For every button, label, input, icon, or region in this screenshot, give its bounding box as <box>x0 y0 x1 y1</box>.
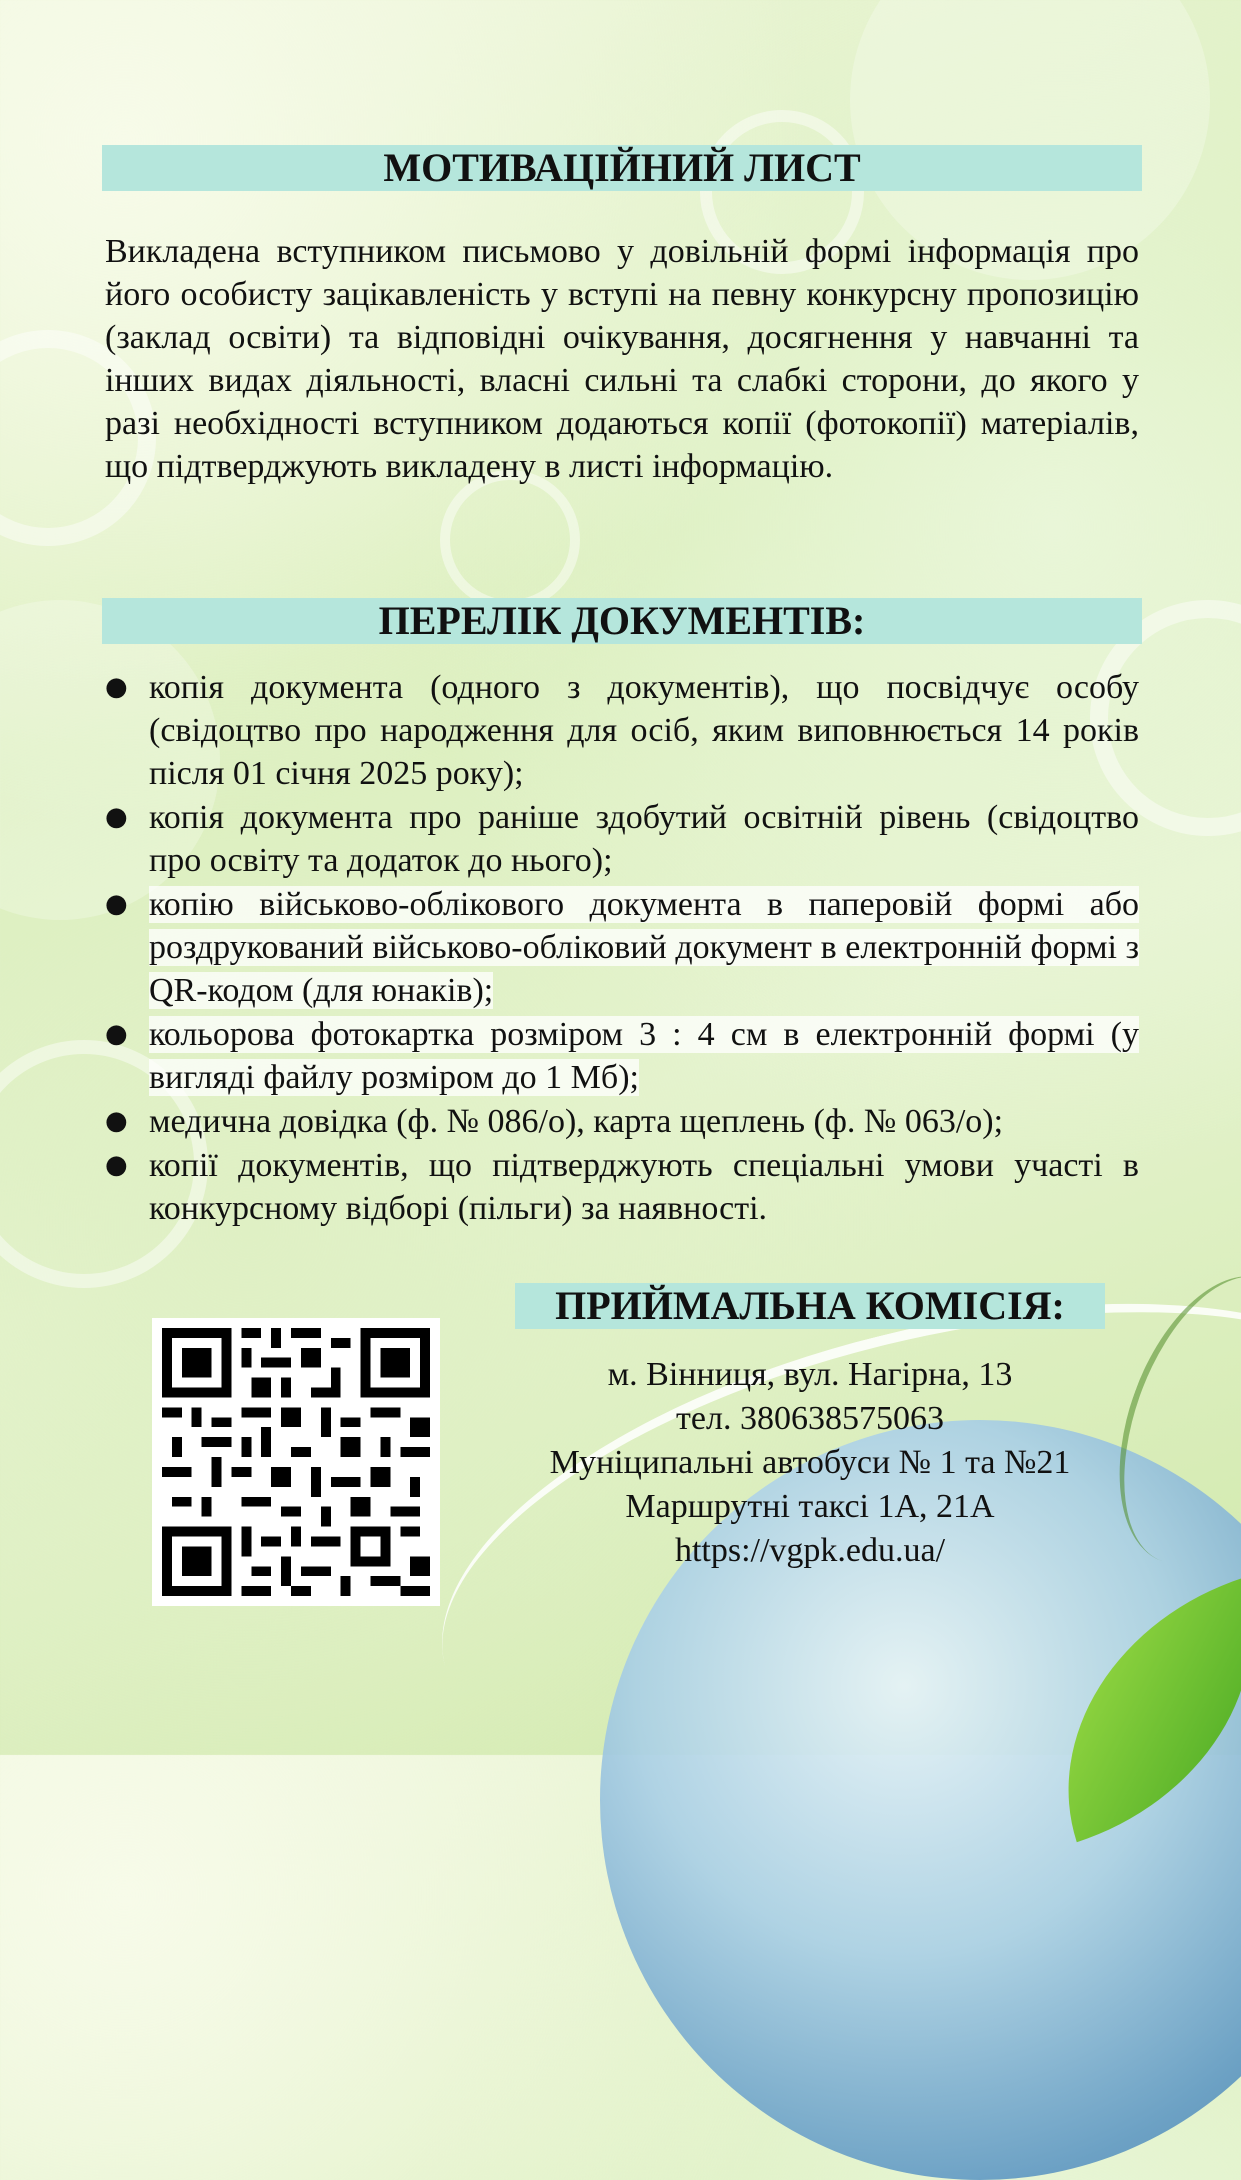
list-item-text: копію військово-облікового документа в паперовій формі або роздрукований військово-обліковий документ в електронній формі з QR-кодом (для юнаків); <box>149 886 1139 1009</box>
documents-list-title: ПЕРЕЛІК ДОКУМЕНТІВ: <box>102 598 1142 644</box>
motivation-letter-text: Викладена вступником письмово у довільній формі інформація про його особисту зацікавленість у вступі на певну конкурсну пропозицію (заклад освіти) та відповідні очікування, досягнення у навчанні та інших видах діяльності, власні сильні та слабкі сторони, до якого у разі необхідності вступником додаються копії (фотокопії) матеріалів, що підтверджують викладену в листі інформацію. <box>105 233 1139 485</box>
admissions-committee-title: ПРИЙМАЛЬНА КОМІСІЯ: <box>515 1283 1105 1329</box>
list-item-text: медична довідка (ф. № 086/о), карта щеплень (ф. № 063/о); <box>149 1103 1004 1140</box>
motivation-letter-title: МОТИВАЦІЙНИЙ ЛИСТ <box>102 145 1142 191</box>
bullet-icon: ● <box>105 802 128 832</box>
list-item <box>105 1013 1139 1099</box>
contact-info <box>500 1353 1120 1573</box>
documents-list <box>105 666 1139 1231</box>
qr-code-icon[interactable] <box>152 1318 440 1606</box>
taxi-routes: Маршрутні таксі 1А, 21А <box>625 1488 995 1525</box>
list-item-text: кольорова фотокартка розміром 3 : 4 см в електронній формі (у вигляді файлу розміром до 1 Мб); <box>149 1016 1139 1096</box>
bullet-icon: ● <box>105 672 128 702</box>
list-item-text: копії документів, що підтверджують спеціальні умови участі в конкурсному відборі (пільги) за наявності. <box>149 1147 1139 1227</box>
list-item <box>105 1100 1139 1143</box>
list-item-text: копія документа (одного з документів), що посвідчує особу (свідоцтво про народження для осіб, яким виповнюється 14 років після 01 січня 2025 року); <box>149 669 1139 792</box>
bus-routes: Муніципальні автобуси № 1 та №21 <box>549 1444 1071 1481</box>
bullet-icon: ● <box>105 889 128 919</box>
list-item <box>105 666 1139 795</box>
phone-number: тел. 380638575063 <box>676 1400 944 1437</box>
qr-code-graphic <box>152 1318 440 1606</box>
list-item <box>105 1144 1139 1230</box>
bullet-icon: ● <box>105 1150 128 1180</box>
decorative-ring <box>440 470 580 610</box>
address: м. Вінниця, вул. Нагірна, 13 <box>607 1356 1013 1393</box>
bullet-icon: ● <box>105 1019 128 1049</box>
list-item <box>105 796 1139 882</box>
list-item <box>105 883 1139 1012</box>
list-item-text: копія документа про раніше здобутий освітній рівень (свідоцтво про освіту та додаток до нього); <box>149 799 1139 879</box>
website-link[interactable]: https://vgpk.edu.ua/ <box>674 1532 946 1569</box>
bullet-icon: ● <box>105 1106 128 1136</box>
